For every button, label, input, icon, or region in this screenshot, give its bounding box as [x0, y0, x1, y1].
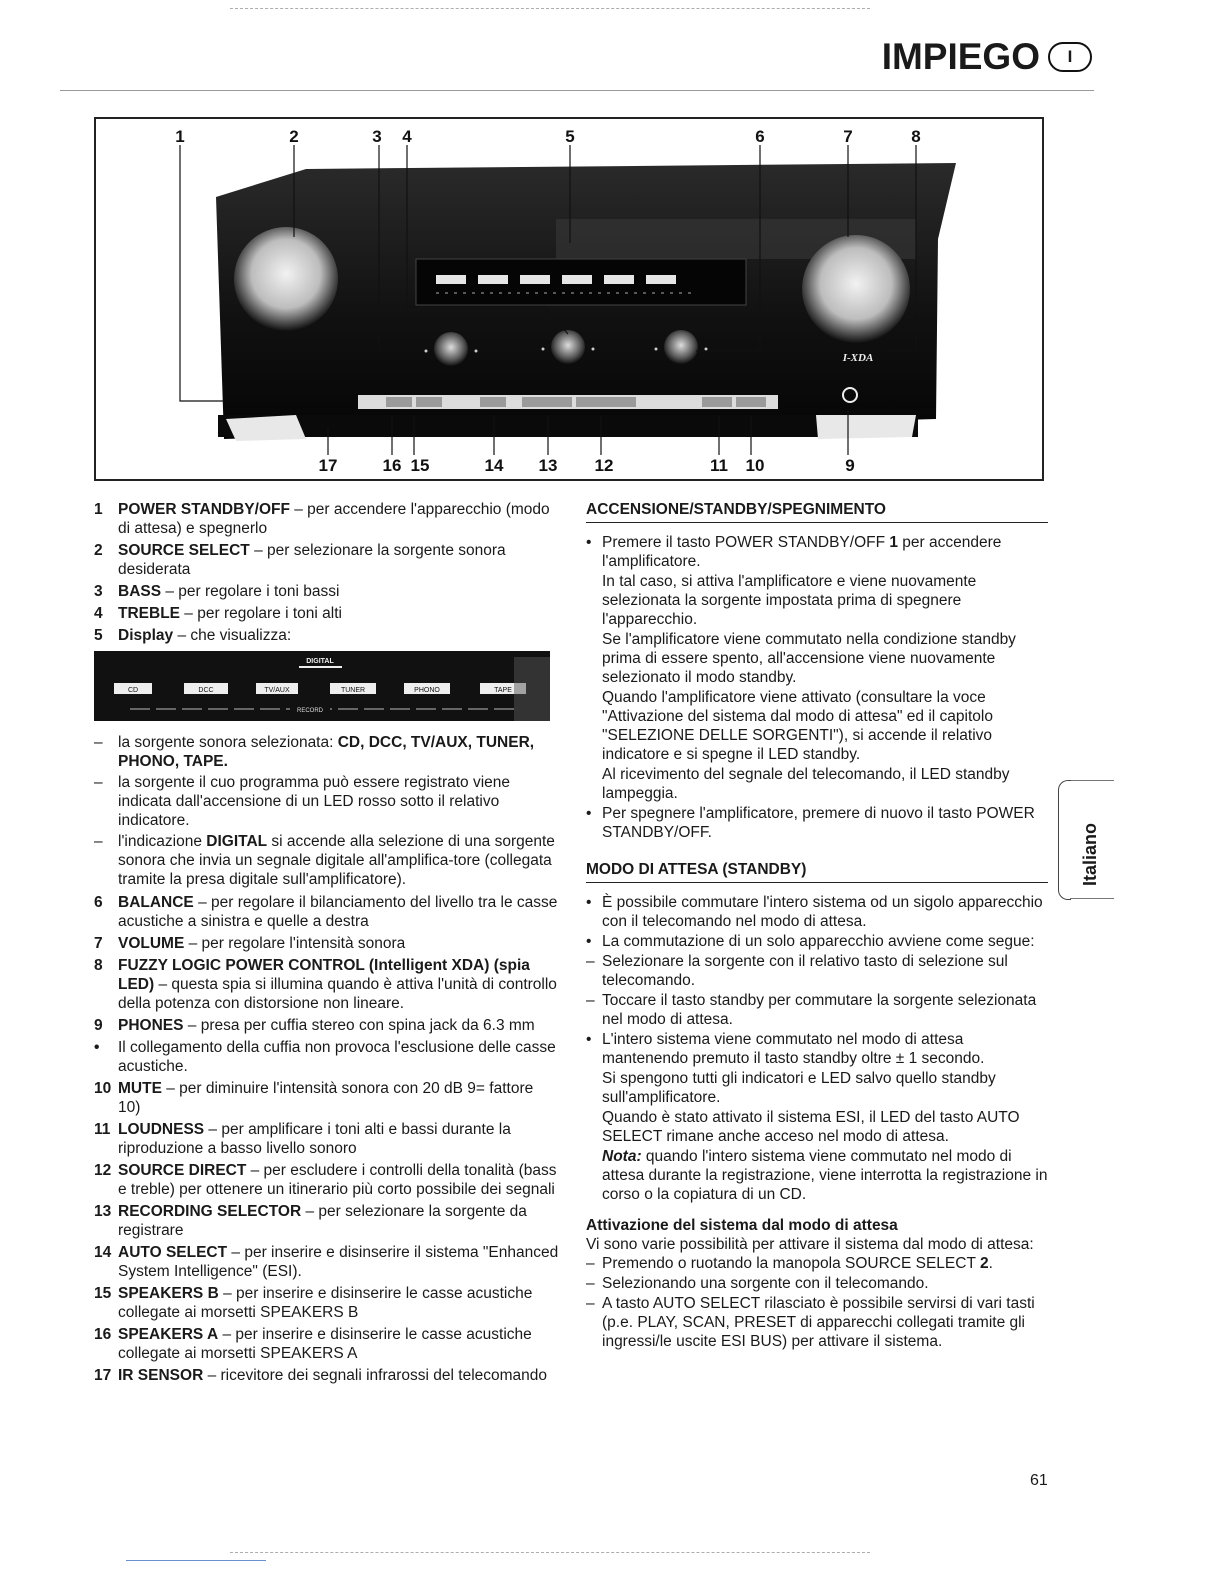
subheading-activation: Attivazione del sistema dal modo di attesa — [586, 1217, 898, 1234]
bullet: • Per spegnere l'amplificatore, premere di nuovo il tasto POWER STANDBY/OFF. — [586, 805, 1035, 841]
scan-artifact-bottom-blue — [126, 1560, 266, 1561]
paragraph: Quando è stato attivato il sistema ESI, il LED del tasto AUTO SELECT rimane anche acceso nel modo di attesa. — [602, 1109, 1020, 1145]
display-note: – l'indicazione DIGITAL si accende alla selezione di una sorgente sonora che invia un segnale digitale all'amplifica-tore (collegata tramite la presa digitale sull'amplificatore). — [94, 833, 555, 888]
ixda-logo: I-XDA — [842, 352, 874, 364]
list-item: • Il collegamento della cuffia non provoca l'esclusione delle casse acustiche. — [94, 1039, 556, 1075]
callout-14: 14 — [484, 456, 504, 475]
balance-knob — [664, 330, 698, 364]
callout-15: 15 — [410, 456, 430, 475]
treble-knob — [551, 330, 585, 364]
amplifier-illustration — [96, 119, 1042, 479]
list-item: 8 FUZZY LOGIC POWER CONTROL (Intelligent XDA) (spia LED) – questa spia si illumina quando è attiva l'unità di controllo della potenza con distorsione non lineare. — [94, 957, 557, 1012]
bullet: • Premere il tasto POWER STANDBY/OFF 1 per accendere l'amplificatore. — [586, 534, 1002, 570]
amplifier-figure — [94, 117, 1044, 481]
list-item: 12 SOURCE DIRECT – per escludere i controlli della tonalità (bass e treble) per ottenere un itinerario più corto possibile dei segnali — [94, 1162, 557, 1198]
paragraph: Vi sono varie possibilità per attivare il sistema dal modo di attesa: — [586, 1236, 1034, 1253]
display-panel-image — [94, 651, 550, 721]
bullet: – Selezionando una sorgente con il telecomando. — [586, 1275, 929, 1292]
paragraph: Se l'amplificatore viene commutato nella condizione standby prima di essere spento, all'accensione viene nuovamente selezionato il modo standby. — [602, 631, 1016, 686]
list-item: 10 MUTE – per diminuire l'intensità sonora con 20 dB 9= fattore 10) — [94, 1080, 534, 1116]
list-item: 5 Display – che visualizza: — [94, 627, 292, 644]
paragraph: Si spengono tutti gli indicatori e LED salvo quello standby sull'amplificatore. — [602, 1070, 996, 1106]
display-tvaux: TV/AUX — [264, 687, 290, 694]
callout-7: 7 — [843, 127, 853, 146]
bullet: – Selezionare la sorgente con il relativo tasto di selezione sul telecomando. — [586, 953, 1008, 989]
paragraph: Quando l'amplificatore viene attivato (consultare la voce "Attivazione del sistema dal modo di attesa" ed il capitolo "SELEZIONE DELLE SORGENTI"), si accende il relativo indicatore e si spegne il LED standby. — [602, 689, 993, 763]
display-digital-label: DIGITAL — [306, 658, 334, 665]
side-tab-label: Italiano — [1080, 822, 1100, 886]
bullet: – Premendo o ruotando la manopola SOURCE SELECT 2. — [586, 1255, 993, 1272]
volume-knob — [802, 235, 910, 343]
source-select-knob — [234, 227, 338, 331]
scan-artifact-bottom — [230, 1552, 870, 1555]
section-heading-standby: MODO DI ATTESA (STANDBY) — [586, 860, 1048, 883]
list-item: 17 IR SENSOR – ricevitore dei segnali infrarossi del telecomando — [94, 1367, 548, 1384]
list-item: 9 PHONES – presa per cuffia stereo con spina jack da 6.3 mm — [94, 1017, 535, 1034]
bullet: • È possibile commutare l'intero sistema od un sigolo apparecchio con il telecomando nel modo di attesa. — [586, 894, 1043, 930]
paragraph: In tal caso, si attiva l'amplificatore e viene nuovamente selezionata la sorgente impostata prima di spegnere l'apparecchio. — [602, 573, 977, 628]
language-side-tab — [1058, 780, 1114, 900]
callout-13: 13 — [538, 456, 558, 475]
language-badge: I — [1048, 42, 1092, 72]
page-header — [882, 36, 1092, 78]
right-column — [586, 500, 1048, 1352]
list-item: 3 BASS – per regolare i toni bassi — [94, 583, 340, 600]
callout-12: 12 — [594, 456, 614, 475]
page-number: 61 — [1030, 1472, 1048, 1489]
bullet: – Toccare il tasto standby per commutare la sorgente selezionata nel modo di attesa. — [586, 992, 1037, 1028]
list-item: 7 VOLUME – per regolare l'intensità sonora — [94, 935, 406, 952]
callout-4: 4 — [402, 127, 412, 146]
display-record-label: RECORD — [296, 708, 324, 714]
display-note: – la sorgente il cuo programma può essere registrato viene indicata dall'accensione di un LED rosso sotto il relativo indicatore. — [94, 774, 511, 829]
display-dcc: DCC — [198, 687, 214, 694]
bullet: – A tasto AUTO SELECT rilasciato è possibile servirsi di vari tasti (p.e. PLAY, SCAN, PRESET di apparecchi collegati tramite gli ingressi/le uscite ESI BUS) per attivare il sistema. — [586, 1295, 1035, 1350]
list-item: 1 POWER STANDBY/OFF – per accendere l'apparecchio (modo di attesa) e spegnerlo — [94, 501, 550, 537]
list-item: 11 LOUDNESS – per amplificare i toni alti e bassi durante la riproduzione a basso livello sonoro — [94, 1121, 511, 1157]
bass-knob — [434, 332, 468, 366]
list-item: 2 SOURCE SELECT – per selezionare la sorgente sonora desiderata — [94, 542, 506, 578]
list-item: 13 RECORDING SELECTOR – per selezionare la sorgente da registrare — [94, 1203, 527, 1239]
section-heading-power: ACCENSIONE/STANDBY/SPEGNIMENTO — [586, 500, 1048, 523]
callout-17: 17 — [318, 456, 338, 475]
list-item: 6 BALANCE – per regolare il bilanciamento del livello tra le casse acustiche a sinistra e quelle a destra — [94, 894, 558, 930]
display-tape: TAPE — [494, 687, 512, 694]
display-note: – la sorgente sonora selezionata: CD, DCC, TV/AUX, TUNER, PHONO, TAPE. — [94, 734, 535, 770]
scan-artifact-top — [230, 8, 870, 11]
note: Nota: quando l'intero sistema viene commutato nel modo di attesa durante la registrazione, viene interrotta la registrazione in corso o la copiatura di un CD. — [602, 1148, 1048, 1203]
callout-8: 8 — [911, 127, 921, 146]
callout-6: 6 — [755, 127, 765, 146]
header-rule — [60, 90, 1094, 91]
bullet: • La commutazione di un solo apparecchio avviene come segue: — [586, 933, 1035, 950]
callout-10: 10 — [745, 456, 765, 475]
list-item: 14 AUTO SELECT – per inserire e disinserire il sistema "Enhanced System Intelligence" (ESI). — [94, 1244, 559, 1280]
callout-5: 5 — [565, 127, 575, 146]
callout-1: 1 — [175, 127, 185, 146]
callout-2: 2 — [289, 127, 299, 146]
list-item: 15 SPEAKERS B – per inserire e disinserire le casse acustiche collegate ai morsetti SPEAKERS B — [94, 1285, 533, 1321]
callout-9: 9 — [845, 456, 855, 475]
bullet: • L'intero sistema viene commutato nel modo di attesa mantenendo premuto il tasto standby oltre ± 1 secondo. — [586, 1031, 985, 1067]
page-title: IMPIEGO — [881, 36, 1040, 77]
display-tuner: TUNER — [340, 687, 366, 694]
list-item: 16 SPEAKERS A – per inserire e disinserire le casse acustiche collegate ai morsetti SPEAKERS A — [94, 1326, 532, 1362]
display-phono: PHONO — [414, 687, 440, 694]
left-column — [94, 500, 559, 1388]
callout-11: 11 — [710, 456, 728, 475]
callout-16: 16 — [382, 456, 402, 475]
callout-3: 3 — [372, 127, 382, 146]
list-item: 4 TREBLE – per regolare i toni alti — [94, 605, 342, 622]
paragraph: Al ricevimento del segnale del telecomando, il LED standby lampeggia. — [602, 766, 1010, 802]
display-cd: CD — [127, 687, 139, 694]
